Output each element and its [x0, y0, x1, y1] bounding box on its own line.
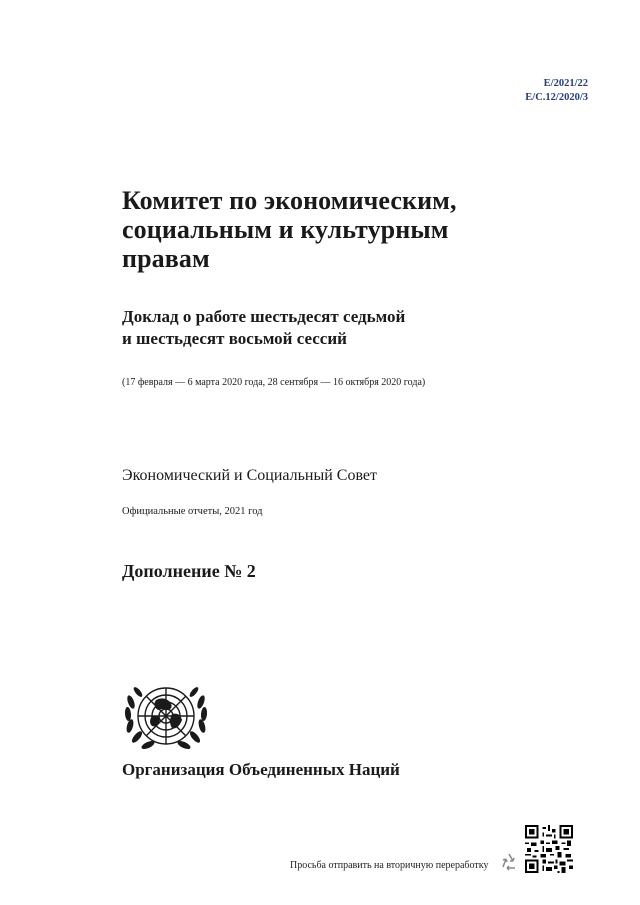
- recycle-note: Просьба отправить на вторичную переработку: [290, 860, 489, 871]
- council-name: Экономический и Социальный Совет: [122, 467, 377, 484]
- un-emblem-icon: [122, 680, 210, 752]
- document-symbol-primary: E/2021/22: [543, 78, 588, 89]
- official-records: Официальные отчеты, 2021 год: [122, 506, 263, 517]
- title-line: Комитет по экономическим,: [122, 186, 457, 215]
- report-subtitle: [122, 306, 405, 350]
- title-line: правам: [122, 244, 210, 273]
- document-symbols: [525, 77, 588, 105]
- organization-name: Организация Объединенных Наций: [122, 760, 400, 779]
- cover-content: [122, 186, 592, 581]
- title-line: социальным и культурным: [122, 215, 449, 244]
- committee-title: [122, 186, 592, 273]
- qr-code-icon: [525, 825, 573, 873]
- document-symbol-secondary: E/C.12/2020/3: [525, 92, 588, 103]
- subtitle-line: Доклад о работе шестьдесят седьмой: [122, 307, 406, 326]
- session-dates: (17 февраля — 6 марта 2020 года, 28 сентября — 16 октября 2020 года): [122, 377, 426, 388]
- recycle-icon: [499, 852, 519, 872]
- supplement-number: Дополнение № 2: [122, 561, 256, 581]
- subtitle-line: и шестьдесят восьмой сессий: [122, 329, 347, 348]
